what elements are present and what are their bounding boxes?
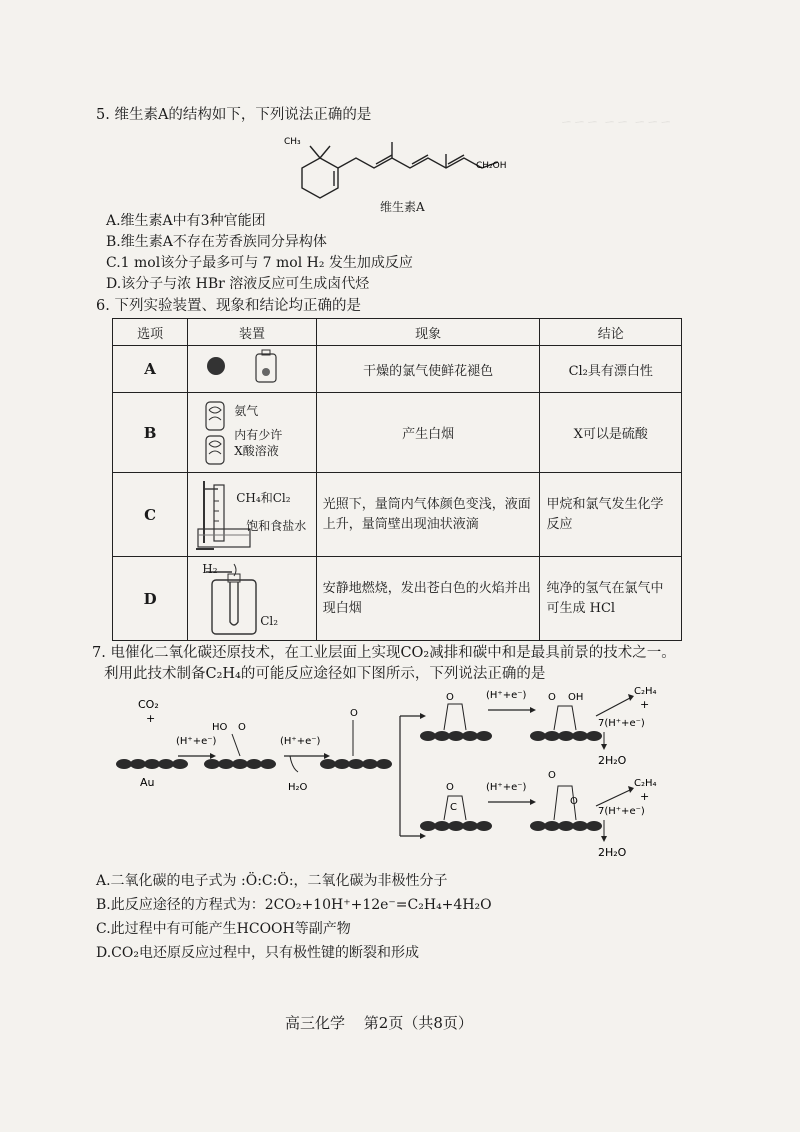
oh-label: OH [568,692,584,703]
header-option: 选项 [113,319,188,346]
q6-stem: 6. 下列实验装置、现象和结论均正确的是 [96,298,361,314]
bleed-through-text: ㄧㄧㄧ ㄧㄧ ㄧㄧㄧ [560,116,673,131]
c2h4-lower-label: C₂H₄ [634,778,657,789]
two-h2o-lower-label: 2H₂O [598,846,627,859]
device-d-label-cl2: Cl₂ [260,613,279,628]
row-phenomenon: 干燥的氯气使鲜花褪色 [316,346,540,393]
o-label-3: O [446,692,454,703]
row-option: D [113,557,188,641]
o-label-2: O [350,708,358,719]
table-row [113,393,682,473]
o-label-1: O [238,722,246,733]
row-conclusion: 甲烷和氯气发生化学反应 [540,473,682,557]
q5-stem: 5. 维生素A的结构如下，下列说法正确的是 [96,107,372,123]
q5-option-c: C.1 mol该分子最多可与 7 mol H₂ 发生加成反应 [106,255,413,271]
device-c-label-brine: 饱和食盐水 [246,518,307,533]
device-d-label-h2: H₂ [202,561,218,576]
step-upper-label: (H⁺+e⁻) [486,690,527,701]
q7-option-c: C.此过程中有可能产生HCOOH等副产物 [96,921,351,937]
plus-upper-label: + [640,698,650,711]
q7-option-d: D.CO₂电还原反应过程中，只有极性键的断裂和形成 [96,945,419,961]
device-c-label-gas: CH₄和Cl₂ [236,490,291,505]
o-label-7: O [570,796,578,807]
table-row [113,346,682,393]
footer-page: 第2页（共8页） [363,1014,473,1032]
row-conclusion: 纯净的氢气在氯气中可生成 HCl [540,557,682,641]
co2-label: CO₂ [138,698,159,711]
row-conclusion: Cl₂具有漂白性 [540,346,682,393]
step-lower-label: (H⁺+e⁻) [486,782,527,793]
header-phenomenon: 现象 [316,319,540,346]
h2o-label: H₂O [288,782,308,793]
row-phenomenon: 光照下，量筒内气体颜色变浅，液面上升，量筒壁出现油状液滴 [316,473,540,557]
row-option: A [113,346,188,393]
seven-lower-label: 7(H⁺+e⁻) [598,806,645,817]
structure-caption: 维生素A [380,200,425,214]
q5-option-a: A.维生素A中有3种官能团 [106,213,266,229]
o-label-4: O [548,692,556,703]
header-conclusion: 结论 [540,319,682,346]
table-header-row [113,319,682,346]
device-d [188,557,316,641]
page-footer [285,1012,487,1033]
experiment-table [112,318,682,641]
row-conclusion: X可以是硫酸 [540,393,682,473]
hoc-label: HO [212,722,228,733]
step2-label: (H⁺+e⁻) [280,736,321,747]
two-h2o-upper-label: 2H₂O [598,754,627,767]
o-label-6: O [548,770,556,781]
row-phenomenon: 安静地燃烧，发出苍白色的火焰并出现白烟 [316,557,540,641]
c-label-1: C [450,802,457,813]
q7-stem-line1: 7. 电催化二氧化碳还原技术，在工业层面上实现CO₂减排和碳中和是最具前景的技术之一。 [92,645,676,661]
header-device: 装置 [188,319,316,346]
row-phenomenon: 产生白烟 [316,393,540,473]
device-b-label-inside: 内有少许 [234,427,283,442]
footer-subject: 高三化学 [285,1014,346,1032]
table-row [113,557,682,641]
row-option: B [113,393,188,473]
table-row [113,473,682,557]
ch2oh-label: CH₂OH [476,161,507,171]
o-label-5: O [446,782,454,793]
au-label: Au [140,776,155,789]
q5-option-b: B.维生素A不存在芳香族同分异构体 [106,234,327,250]
device-b [188,393,316,473]
cotton-tube-icon [200,398,230,468]
device-b-label-ammonia: 氨气 [234,403,259,418]
vitamin-a-structure [280,128,520,208]
device-a [188,346,316,393]
q7-stem-line2: 利用此技术制备C₂H₄的可能反应途径如下图所示，下列说法正确的是 [104,666,546,682]
device-b-label-acid: X酸溶液 [234,443,279,458]
q5-option-d: D.该分子与浓 HBr 溶液反应可生成卤代烃 [106,276,370,292]
ch3-label: CH₃ [284,137,301,147]
reaction-pathway-diagram [110,686,710,862]
q7-option-b: B.此反应途径的方程式为：2CO₂+10H⁺+12e⁻=C₂H₄+4H₂O [96,897,492,913]
flower-jar-icon [194,348,294,386]
seven-upper-label: 7(H⁺+e⁻) [598,718,645,729]
plus-lower-label: + [640,790,650,803]
row-option: C [113,473,188,557]
plus-label: + [146,712,156,725]
step1-label: (H⁺+e⁻) [176,736,217,747]
c2h4-upper-label: C₂H₄ [634,686,657,697]
q7-option-a: A.二氧化碳的电子式为 :Ö:C:Ö:，二氧化碳为非极性分子 [96,873,448,889]
device-c [188,473,316,557]
